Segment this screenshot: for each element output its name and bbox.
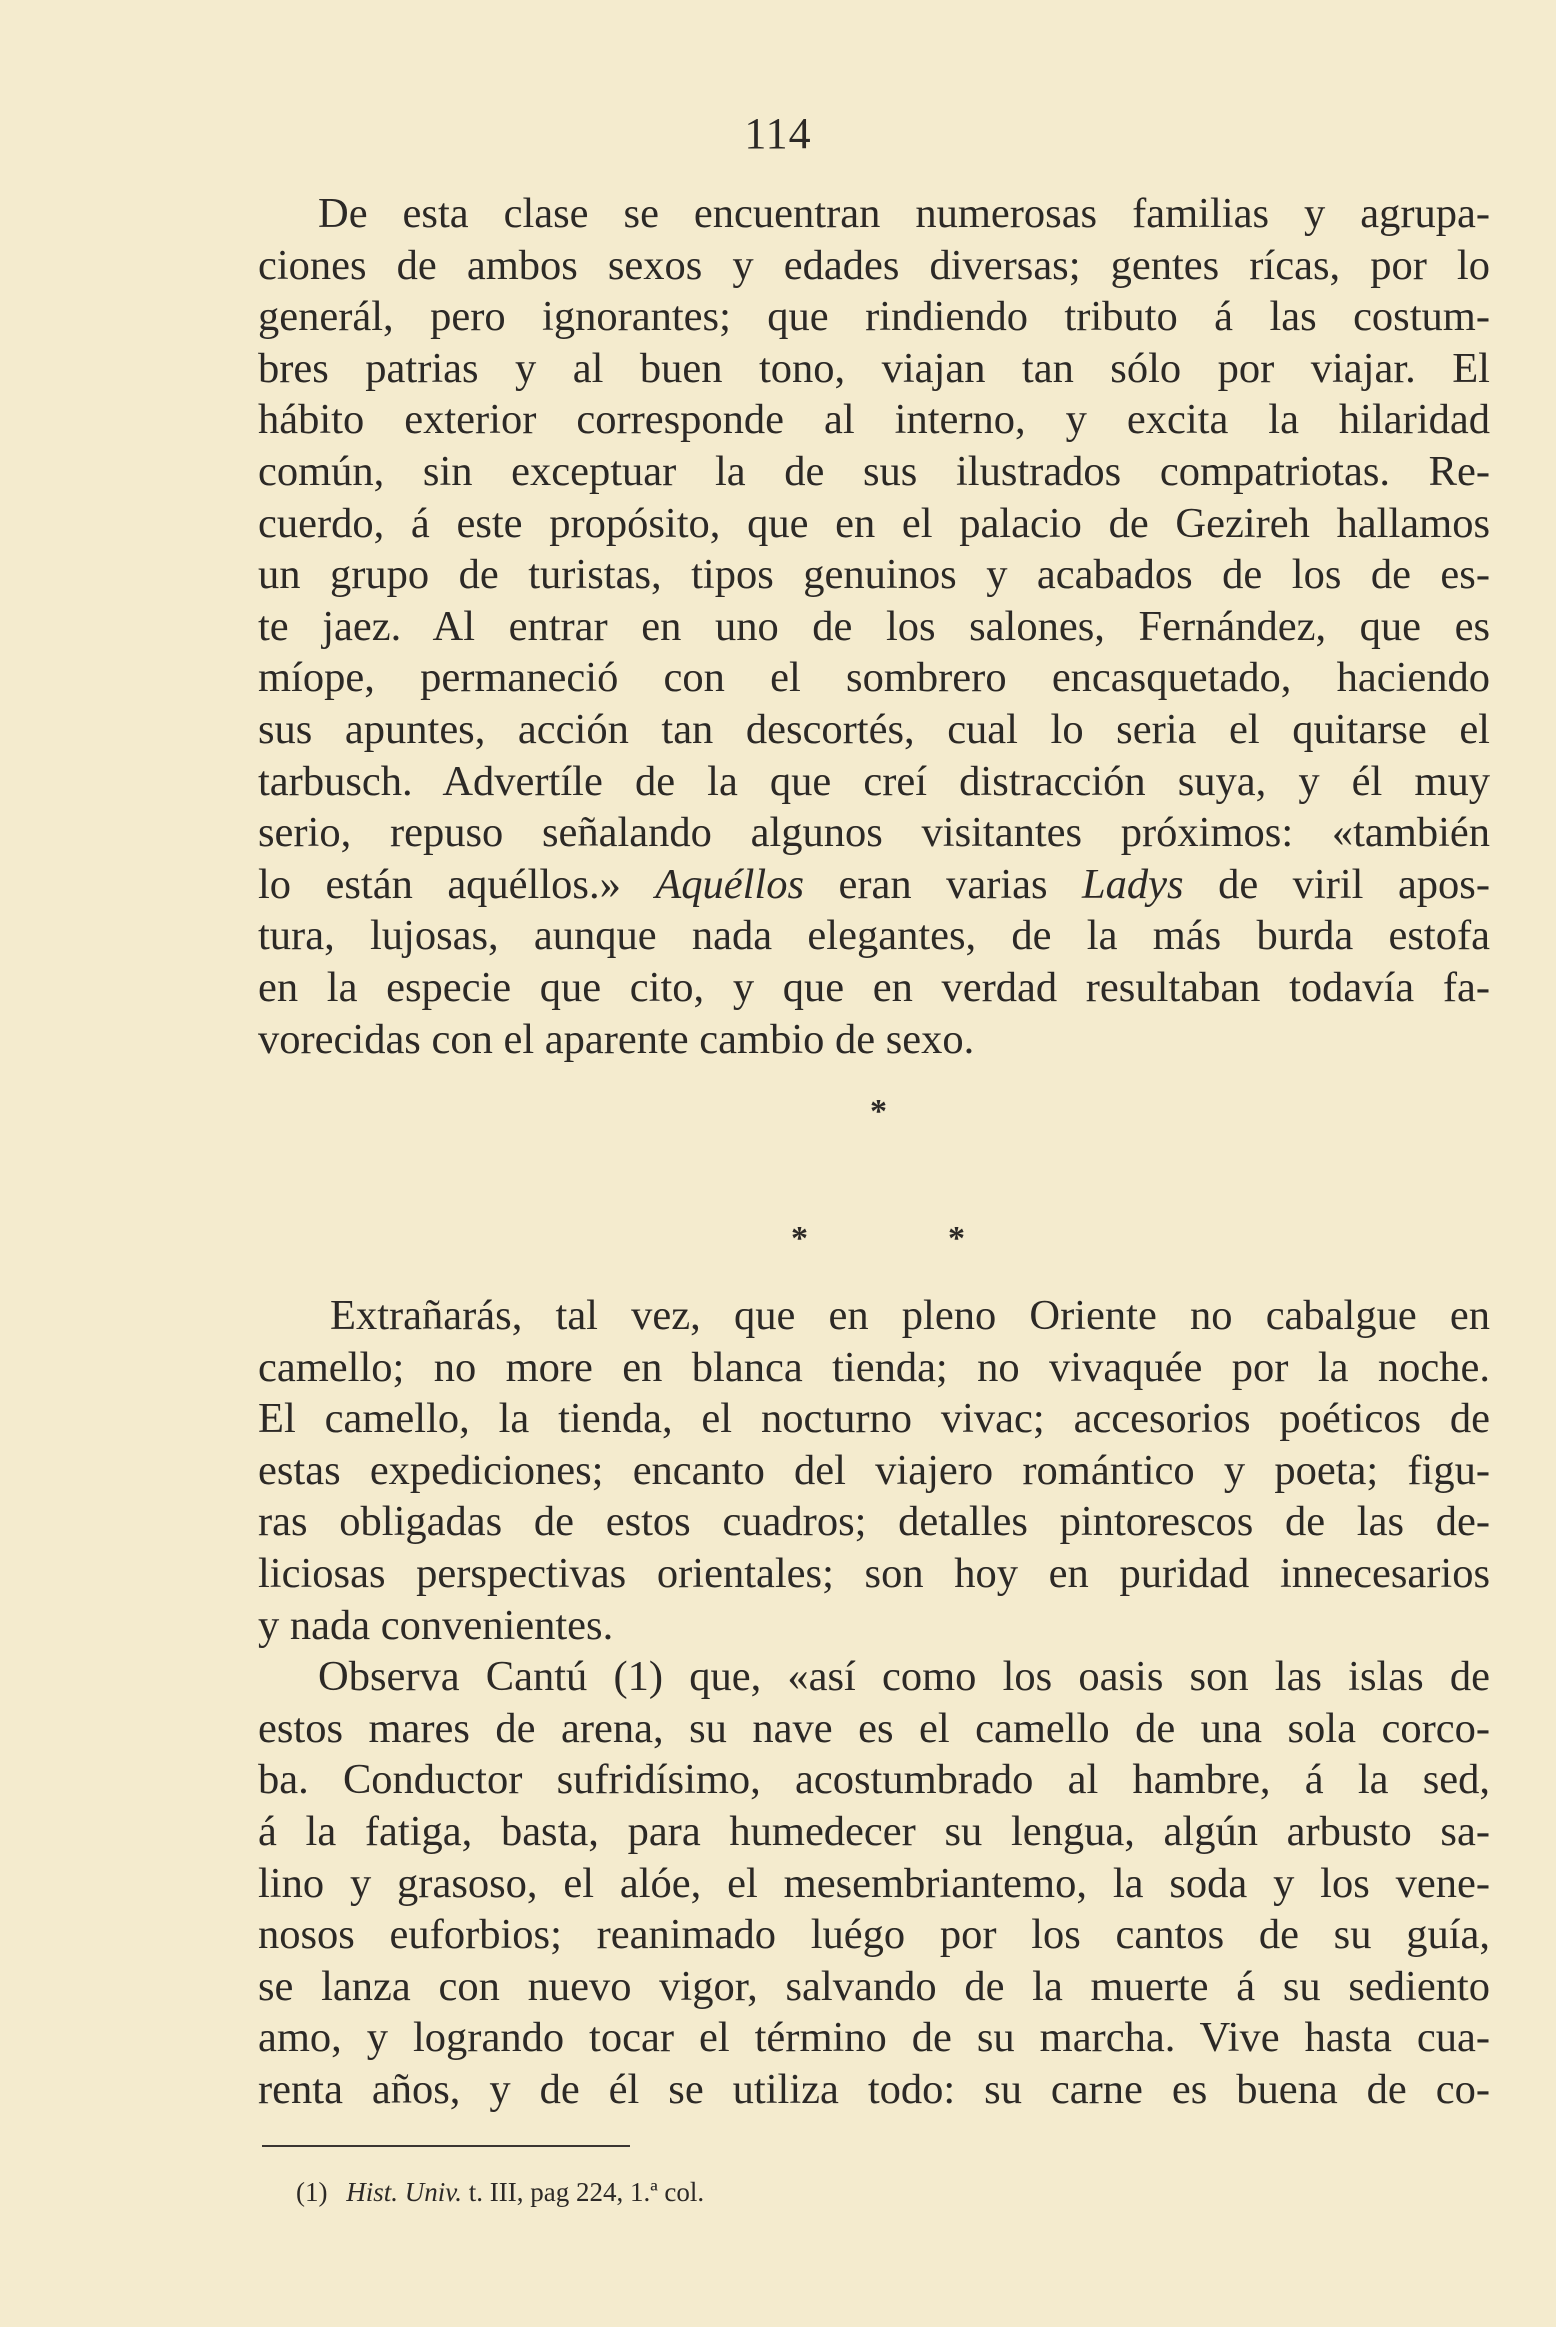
text-line: vorecidas con el aparente cambio de sexo. bbox=[258, 1015, 975, 1063]
italic-word-aquellos: Aquéllos bbox=[655, 860, 805, 908]
text-line: ciones de ambos sexos y edades diversas; gentes rícas, por lo bbox=[258, 241, 1490, 289]
text-line: un grupo de turistas, tipos genuinos y acabados de los de es- bbox=[258, 551, 1490, 599]
footnote-divider bbox=[262, 2145, 630, 2147]
text-line: te jaez. Al entrar en uno de los salones, Fernández, que es bbox=[258, 602, 1490, 650]
text-line: nosos euforbios; reanimado luégo por los cantos de su guía, bbox=[258, 1911, 1490, 1959]
text-line: renta años, y de él se utiliza todo: su carne es buena de co- bbox=[258, 2065, 1490, 2113]
text-line: Extrañarás, tal vez, que en pleno Oriente no cabalgue en bbox=[330, 1292, 1490, 1339]
italic-word-ladys: Ladys bbox=[1082, 860, 1184, 908]
text-line: estas expediciones; encanto del viajero romántico y poeta; figu- bbox=[258, 1446, 1490, 1494]
text-line: y nada convenientes. bbox=[258, 1601, 614, 1649]
text-line: El camello, la tienda, el nocturno vivac; accesorios poéticos de bbox=[258, 1395, 1490, 1443]
footnote-reference: (1) bbox=[296, 2177, 328, 2207]
asterism-star: * bbox=[948, 1220, 965, 1257]
text-line: generál, pero ignorantes; que rindiendo tributo á las costum- bbox=[258, 293, 1490, 341]
text-line: ba. Conductor sufridísimo, acostumbrado al hambre, á la sed, bbox=[258, 1756, 1490, 1804]
asterism-star: * bbox=[870, 1093, 887, 1130]
text-line: ras obligadas de estos cuadros; detalles pintorescos de las de- bbox=[258, 1498, 1490, 1546]
text-line: á la fatiga, basta, para humedecer su lengua, algún arbusto sa- bbox=[258, 1807, 1490, 1855]
line-segment: de viril apos- bbox=[1218, 860, 1490, 908]
text-line: estos mares de arena, su nave es el camello de una sola corco- bbox=[258, 1704, 1490, 1752]
text-line: cuerdo, á este propósito, que en el palacio de Gezireh hallamos bbox=[258, 499, 1490, 547]
text-line: se lanza con nuevo vigor, salvando de la muerte á su sediento bbox=[258, 1962, 1490, 2010]
text-line: común, sin exceptuar la de sus ilustrados compatriotas. Re- bbox=[258, 447, 1490, 495]
text-line: De esta clase se encuentran numerosas familias y agrupa- bbox=[318, 190, 1490, 237]
text-line: camello; no more en blanca tienda; no vivaquée por la noche. bbox=[258, 1343, 1490, 1391]
text-line: lino y grasoso, el alóe, el mesembriantemo, la soda y los vene- bbox=[258, 1859, 1490, 1907]
line-segment: lo están aquéllos.» bbox=[258, 860, 621, 908]
text-line: tura, lujosas, aunque nada elegantes, de la más burda estofa bbox=[258, 912, 1490, 960]
paragraph-1 bbox=[258, 188, 1490, 1065]
text-line: hábito exterior corresponde al interno, y excita la hilaridad bbox=[258, 396, 1490, 444]
text-line: sus apuntes, acción tan descortés, cual lo seria el quitarse el bbox=[258, 705, 1490, 753]
text-line-with-italics bbox=[258, 859, 1490, 911]
footnote-source-title: Hist. Univ. bbox=[346, 2177, 462, 2207]
text-line: liciosas perspectivas orientales; son hoy en puridad innecesarios bbox=[258, 1549, 1490, 1597]
footnote-details: t. III, pag 224, 1.ª col. bbox=[468, 2177, 705, 2207]
text-line: amo, y logrando tocar el término de su marcha. Vive hasta cua- bbox=[258, 2014, 1490, 2062]
text-line: Observa Cantú (1) que, «así como los oasis son las islas de bbox=[318, 1653, 1490, 1701]
text-line: en la especie que cito, y que en verdad resultaban todavía fa- bbox=[258, 963, 1490, 1011]
page-number: 114 bbox=[744, 109, 812, 158]
asterism-star: * bbox=[791, 1220, 808, 1257]
paragraph-2 bbox=[258, 1290, 1490, 2116]
text-line: serio, repuso señalando algunos visitantes próximos: «también bbox=[258, 809, 1490, 857]
text-line: míope, permaneció con el sombrero encasquetado, haciendo bbox=[258, 654, 1490, 702]
line-segment: eran varias bbox=[838, 860, 1048, 908]
text-line: tarbusch. Advertíle de la que creí distracción suya, y él muy bbox=[258, 757, 1490, 805]
text-line: bres patrias y al buen tono, viajan tan sólo por viajar. El bbox=[258, 344, 1490, 392]
footnote bbox=[296, 2176, 704, 2208]
